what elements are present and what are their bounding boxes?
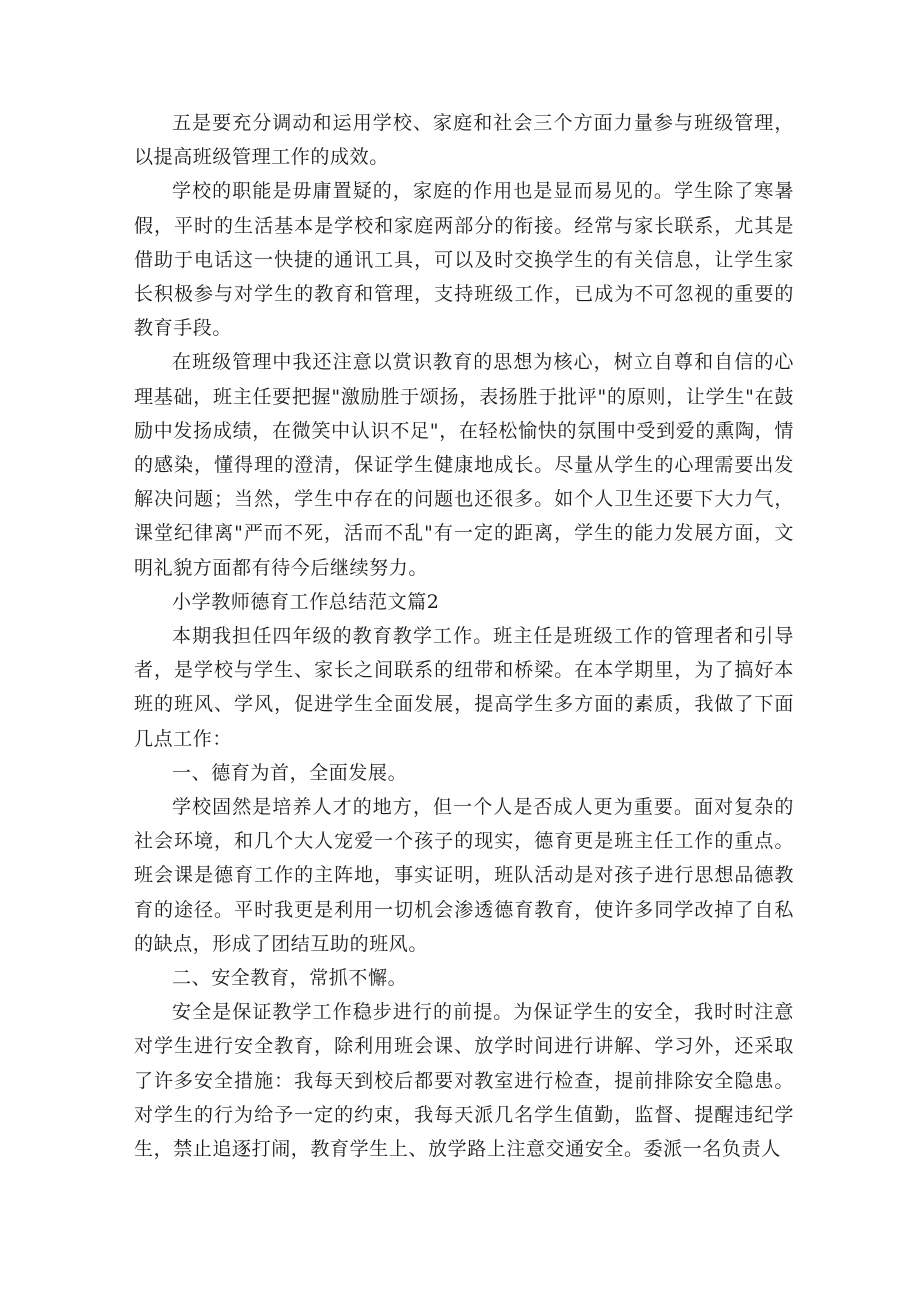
paragraph-home-school-cooperation: 五是要充分调动和运用学校、家庭和社会三个方面力量参与班级管理，以提高班级管理工作的成效。 bbox=[134, 112, 794, 169]
section-title: 小学教师德育工作总结范文篇2 bbox=[172, 590, 440, 613]
paragraph-family-role: 学校的职能是毋庸置疑的，家庭的作用也是显而易见的。学生除了寒暑假，平时的生活基本是学校和家庭两部分的衔接。经常与家长联系，尤其是借助于电话这一快捷的通讯工具，可以及时交换学生的有关信息，让学生家长积极参与对学生的教育和管理，支持班级工作，已成为不可忽视的重要的教育手段。 bbox=[134, 180, 794, 340]
paragraph-term-intro: 本期我担任四年级的教育教学工作。班主任是班级工作的管理者和引导者，是学校与学生、家长之间联系的纽带和桥梁。在本学期里，为了搞好本班的班风、学风，促进学生全面发展，提高学生多方面的素质，我做了下面几点工作： bbox=[134, 625, 794, 750]
document-page bbox=[134, 106, 794, 1166]
subheading-moral-education: 一、德育为首，全面发展。 bbox=[172, 761, 408, 784]
paragraph-moral-education: 学校固然是培养人才的地方，但一个人是否成人更为重要。面对复杂的社会环境，和几个大人宠爱一个孩子的现实，德育更是班主任工作的重点。班会课是德育工作的主阵地，事实证明，班队活动是对孩子进行思想品德教育的途径。平时我更是利用一切机会渗透德育教育，使许多同学改掉了自私的缺点，形成了团结互助的班风。 bbox=[134, 796, 794, 955]
subheading-safety-education: 二、安全教育，常抓不懈。 bbox=[172, 967, 408, 990]
paragraph-appreciation-education: 在班级管理中我还注意以赏识教育的思想为核心，树立自尊和自信的心理基础，班主任要把握"激励胜于颂扬，表扬胜于批评"的原则，让学生"在鼓励中发扬成绩，在微笑中认识不足"，在轻松愉快的氛围中受到爱的熏陶，情的感染，懂得理的澄清，保证学生健康地成长。尽量从学生的心理需要出发解决问题；当然，学生中存在的问题也还很多。如个人卫生还要下大力气，课堂纪律离"严而不死，活而不乱"有一定的距离，学生的能力发展方面，文明礼貌方面都有待今后继续努力。 bbox=[134, 351, 794, 579]
paragraph-safety-education: 安全是保证教学工作稳步进行的前提。为保证学生的安全，我时时注意对学生进行安全教育，除利用班会课、放学时间进行讲解、学习外，还采取了许多安全措施：我每天到校后都要对教室进行检查，提前排除安全隐患。对学生的行为给予一定的约束，我每天派几名学生值勤，监督、提醒违纪学生，禁止追逐打闹，教育学生上、放学路上注意交通安全。委派一名负责人 bbox=[134, 1001, 794, 1161]
